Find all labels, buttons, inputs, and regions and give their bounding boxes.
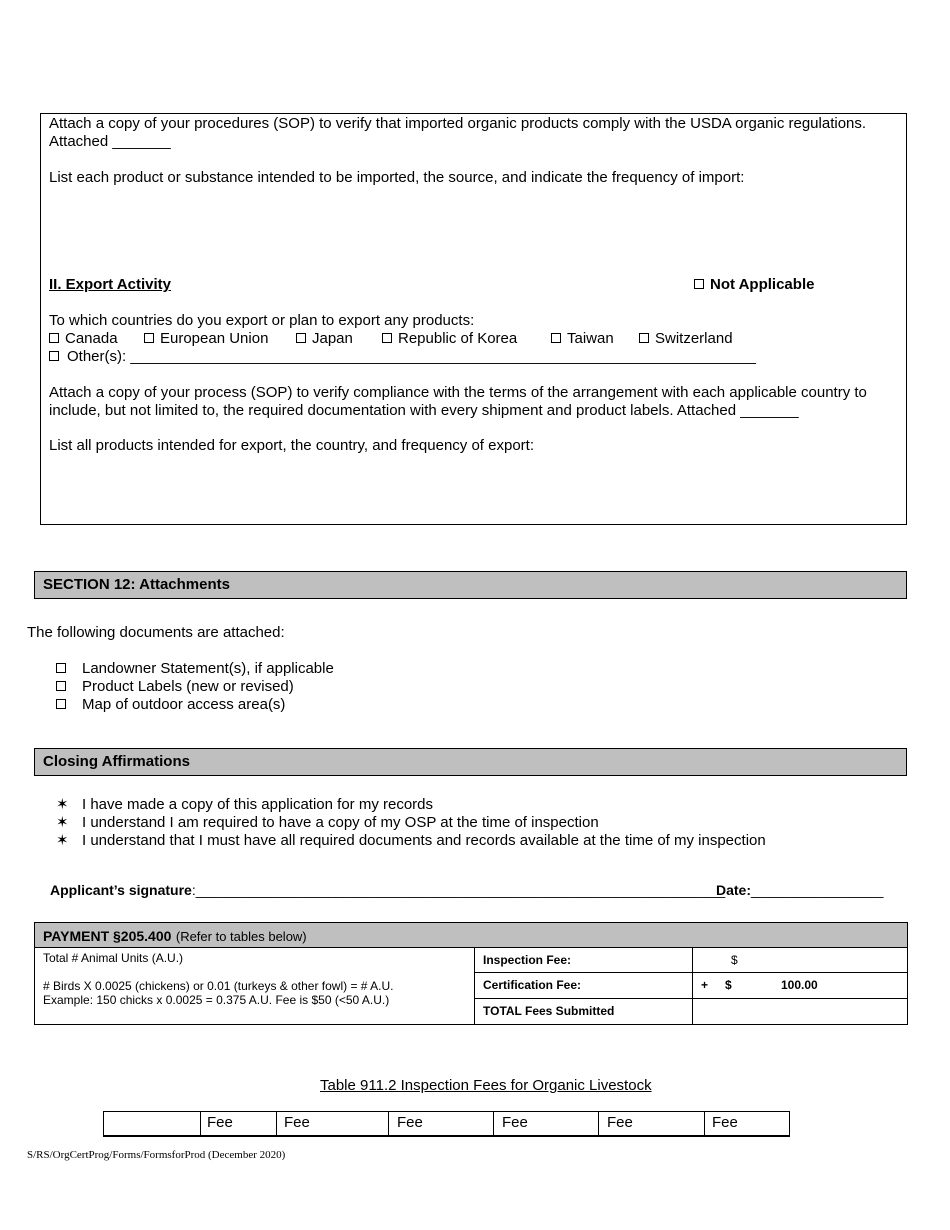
footer-text: S/RS/OrgCertProg/Forms/FormsforProd (December 2020) [27,1149,286,1161]
payment-note: (Refer to tables below) [175,929,307,944]
inspection-fee-value[interactable]: $ [731,953,738,967]
certification-dollar: $ [725,978,732,992]
product-labels-checkbox[interactable] [56,681,66,691]
export-attach-sop-line2: include, but not limited to, the required documentation with every shipment and product labels. Attached _______ [49,402,799,419]
section12-header [34,571,907,599]
date-row[interactable] [716,882,883,899]
payment-birds-line2: Example: 150 chicks x 0.0025 = 0.375 A.U. Fee is $50 (<50 A.U.) [43,993,390,1007]
table-911-header: Fee [712,1114,738,1131]
table-911-header: Fee [502,1114,528,1131]
table-911-header: Fee [607,1114,633,1131]
japan-checkbox[interactable] [296,333,306,343]
bullet-star-icon: ✶ [56,832,69,849]
table-911-divider [598,1111,599,1137]
country-label: Canada [65,330,118,347]
country-label: European Union [160,330,269,347]
payment-divider [474,947,475,1025]
section12-intro: The following documents are attached: [27,624,285,641]
taiwan-checkbox[interactable] [551,333,561,343]
republic-of-korea-checkbox[interactable] [382,333,392,343]
country-label: Taiwan [567,330,614,347]
affirmation-item: I have made a copy of this application for my records [82,796,434,813]
total-fees-label: TOTAL Fees Submitted [483,1004,615,1018]
signature-row[interactable] [50,882,725,899]
affirmation-item: I understand that I must have all required documents and records available at the time of my inspection [82,832,766,849]
attachment-item[interactable] [56,696,285,714]
bullet-star-icon: ✶ [56,814,69,831]
affirmation-item: I understand I am required to have a copy of my OSP at the time of inspection [82,814,599,831]
date-line[interactable]: _________________ [751,882,884,898]
payment-divider [474,972,907,973]
bullet-star-icon: ✶ [56,796,69,813]
import-list-products: List each product or substance intended to be imported, the source, and indicate the frequency of import: [49,169,745,186]
payment-animal-units: Total # Animal Units (A.U.) [43,951,184,965]
attachment-item[interactable] [56,660,334,678]
table-911-title: Table 911.2 Inspection Fees for Organic Livestock [320,1077,652,1094]
table-911-divider [388,1111,389,1137]
payment-title: PAYMENT §205.400 [43,928,172,944]
signature-label: Applicant’s signature [50,882,192,898]
import-attached: Attached _______ [49,133,171,150]
closing-title: Closing Affirmations [43,753,190,770]
table-911-header: Fee [207,1114,233,1131]
country-label: Japan [312,330,353,347]
country-japan[interactable] [296,330,353,348]
table-911-header: Fee [397,1114,423,1131]
country-label: Republic of Korea [398,330,518,347]
export-heading: II. Export Activity [49,276,171,293]
section12-title: SECTION 12: Attachments [43,576,230,593]
certification-fee-value: 100.00 [781,978,818,992]
country-label: Switzerland [655,330,733,347]
export-list-products: List all products intended for export, the country, and frequency of export: [49,437,535,454]
country-switzerland[interactable] [639,330,733,348]
certification-fee-label: Certification Fee: [483,978,582,992]
attachment-item[interactable] [56,678,294,696]
table-911-header: Fee [284,1114,310,1131]
country-republic-of-korea[interactable] [382,330,517,348]
payment-title-row [43,928,307,946]
closing-header [34,748,907,776]
switzerland-checkbox[interactable] [639,333,649,343]
certification-plus: + [701,978,709,992]
others-checkbox[interactable] [49,351,59,361]
country-taiwan[interactable] [551,330,614,348]
attachment-label: Map of outdoor access area(s) [82,696,286,713]
european-union-checkbox[interactable] [144,333,154,343]
country-european-union[interactable] [144,330,268,348]
others-label: Other(s): ___________________________________________________________________________ [67,348,757,365]
total-fees-value[interactable] [693,999,907,1024]
country-canada[interactable] [49,330,118,348]
table-911-divider [276,1111,277,1137]
canada-checkbox[interactable] [49,333,59,343]
table-911-divider [493,1111,494,1137]
export-not-applicable[interactable] [694,276,814,294]
export-attach-sop-line1: Attach a copy of your process (SOP) to verify compliance with the terms of the arrangement with each applicable country to [49,384,867,401]
signature-line[interactable]: :____________________________________________________________________ [191,882,726,898]
attachment-label: Product Labels (new or revised) [82,678,294,695]
attachment-label: Landowner Statement(s), if applicable [82,660,334,677]
landowner-checkbox[interactable] [56,663,66,673]
country-others[interactable] [49,348,756,366]
export-countries-question: To which countries do you export or plan to export any products: [49,312,475,329]
table-911-divider [200,1111,201,1137]
inspection-fee-label: Inspection Fee: [483,953,572,967]
map-checkbox[interactable] [56,699,66,709]
table-911-divider [704,1111,705,1137]
not-applicable-checkbox[interactable] [694,279,704,289]
import-attach-sop: Attach a copy of your procedures (SOP) to verify that imported organic products comply with the USDA organic regulations. [49,115,867,132]
not-applicable-label: Not Applicable [710,276,815,293]
date-label: Date: [716,882,752,898]
payment-birds-line1: # Birds X 0.0025 (chickens) or 0.01 (turkeys & other fowl) = # A.U. [43,979,394,993]
